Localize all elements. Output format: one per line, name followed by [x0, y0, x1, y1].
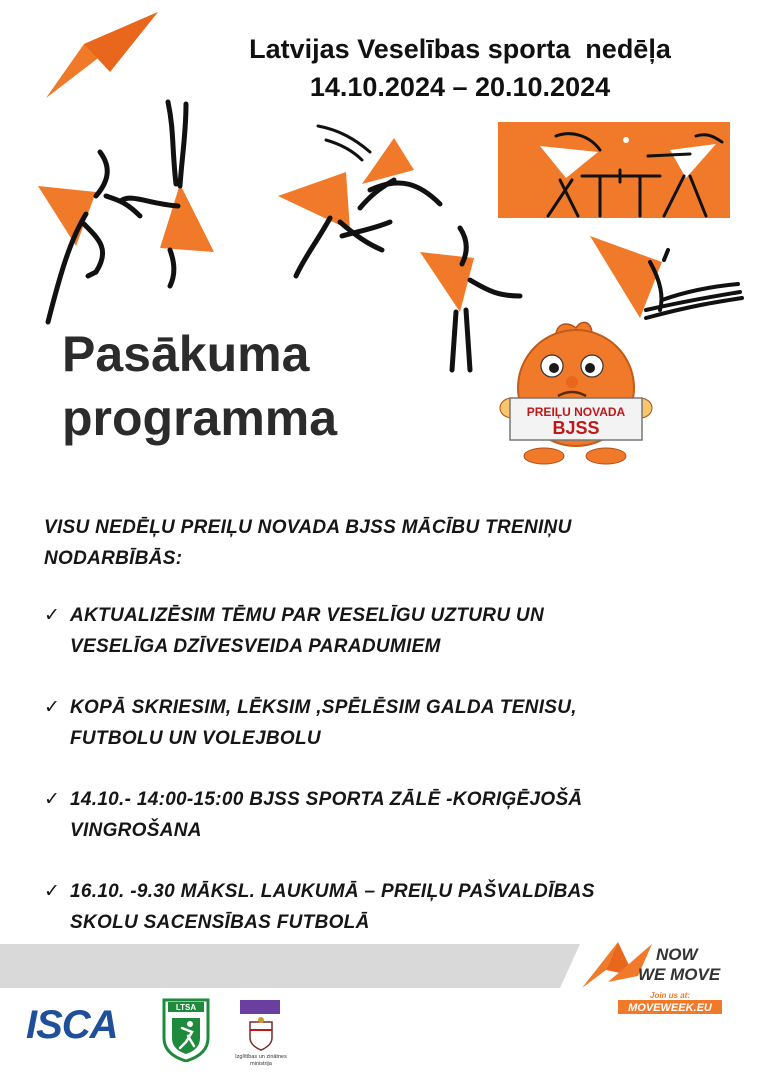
program-item-line2: VINGROŠANA	[70, 820, 202, 841]
program-heading	[62, 322, 337, 450]
program-item-line1: 16.10. -9.30 MĀKSL. LAUKUMĀ – PREIĻU PAŠVALDĪBAS	[70, 881, 595, 902]
brand-now: NOW	[656, 945, 698, 964]
intro-line1: VISU NEDĒĻU PREIĻU NOVADA BJSS MĀCĪBU TRENIŅU	[44, 517, 572, 538]
event-title	[190, 30, 730, 106]
figure-skier	[590, 236, 742, 318]
join-text: Join us at:	[650, 991, 691, 1000]
isca-logo	[26, 1004, 146, 1044]
program-heading-line2: programma	[62, 390, 338, 446]
program-item-line1: 14.10.- 14:00-15:00 BJSS SPORTA ZĀLĒ -KORIĢĒJOŠĀ	[70, 789, 583, 810]
program-item-line1: KOPĀ SKRIESIM, LĒKSIM ,SPĒLĒSIM GALDA TENISU,	[70, 697, 577, 718]
isca-text: ISCA	[26, 1004, 118, 1044]
ministry-caption-line1: Izglītības un zinātnes	[235, 1054, 287, 1060]
ministry-logo	[226, 1000, 296, 1080]
ministry-caption-line2: ministrija	[250, 1061, 272, 1067]
event-title-line: Latvijas Veselības sporta nedēļa	[249, 34, 671, 64]
moveweek-url: MOVEWEEK.EU	[628, 1002, 712, 1014]
program-item-line2: SKOLU SACENSĪBAS FUTBOLĀ	[70, 912, 370, 933]
program-item	[44, 692, 724, 754]
intro-text	[44, 512, 704, 574]
now-we-move-logo	[578, 936, 728, 1016]
check-icon: ✓	[44, 881, 61, 902]
check-icon: ✓	[44, 605, 61, 626]
ltsa-shield-logo	[162, 998, 210, 1062]
ministry-emblem	[226, 1000, 296, 1054]
table-tennis-panel	[498, 122, 730, 218]
mascot-sign-line1: PREIĻU NOVADA	[526, 405, 626, 419]
program-heading-line1: Pasākuma	[62, 326, 310, 382]
ltsa-text: LTSA	[175, 1003, 197, 1012]
bjss-mascot	[496, 318, 658, 468]
program-item	[44, 876, 724, 938]
figure-runner-left	[38, 152, 140, 322]
figure-jumper	[122, 102, 214, 286]
program-item-line2: VESELĪGA DZĪVESVEIDA PARADUMIEM	[70, 636, 441, 657]
program-item-line1: AKTUALIZĒSIM TĒMU PAR VESELĪGU UZTURU UN	[70, 605, 544, 626]
program-item	[44, 784, 724, 846]
program-item	[44, 600, 724, 662]
intro-line2: NODARBĪBĀS:	[44, 548, 183, 569]
program-item-line2: FUTBOLU UN VOLEJBOLU	[70, 728, 321, 749]
mascot-sign-line2: BJSS	[552, 418, 600, 438]
figure-thrower	[278, 126, 440, 276]
brand-we-move: WE MOVE	[638, 965, 721, 984]
check-icon: ✓	[44, 789, 61, 810]
check-icon: ✓	[44, 697, 61, 718]
event-dates: 14.10.2024 – 20.10.2024	[309, 72, 611, 102]
